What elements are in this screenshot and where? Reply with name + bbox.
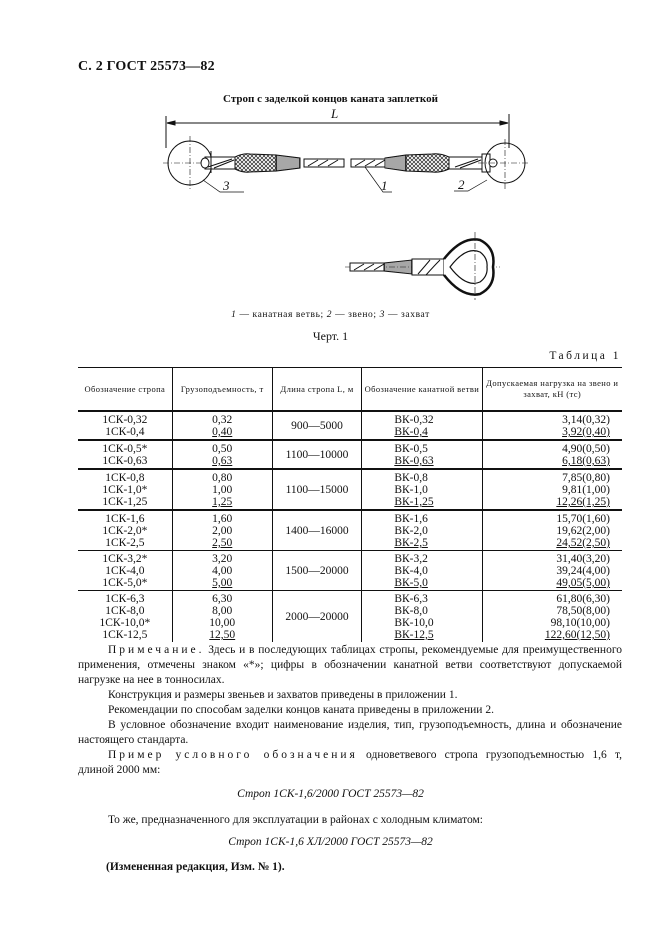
table-row-group xyxy=(78,551,622,591)
cell-length: 2000—20000 xyxy=(272,591,362,643)
cell-capacity-value: 8,00 xyxy=(212,605,233,617)
cell-load-value: 31,40(3,20) xyxy=(556,553,610,565)
dimension-label: L xyxy=(331,106,339,121)
cell-branch xyxy=(362,440,482,469)
cell-capacity xyxy=(172,591,272,643)
cell-designation-value: 1СК-2,5 xyxy=(105,537,145,549)
cell-load xyxy=(482,551,622,591)
cell-capacity-value: 0,80 xyxy=(212,472,233,484)
cell-designation-value: 1СК-0,4 xyxy=(105,426,145,438)
cell-load-value: 7,85(0,80) xyxy=(562,472,610,484)
cell-branch xyxy=(362,510,482,551)
cell-load-value: 24,52(2,50) xyxy=(556,537,610,549)
paragraph-designation-rule: В условное обозначение входит наименование изделия, тип, грузоподъемность, длина и обозначение настоящего стандарта. xyxy=(78,719,622,746)
cell-designation-value: 1СК-10,0* xyxy=(99,617,151,629)
cell-capacity-value: 3,20 xyxy=(212,553,233,565)
cell-branch-value: ВК-6,3 xyxy=(394,593,428,605)
cell-designation-value: 1СК-1,25 xyxy=(102,496,148,508)
cell-load-value: 78,50(8,00) xyxy=(556,605,610,617)
cell-load xyxy=(482,510,622,551)
col-header-branch: Обозначение канатной ветви xyxy=(362,368,482,412)
sling-drawing xyxy=(0,0,661,300)
cell-branch-value: ВК-5,0 xyxy=(394,577,428,589)
cell-load-value: 15,70(1,60) xyxy=(556,513,610,525)
example-text: одноветвевого стропа грузоподъемностью 1,6 т, длиной 2000 мм: xyxy=(78,749,622,776)
cell-designation-value: 1СК-8,0 xyxy=(105,605,145,617)
cell-load-value: 98,10(10,00) xyxy=(550,617,610,629)
legend-num-2: 2 xyxy=(326,310,333,320)
paragraph-appendix-1: Конструкция и размеры звеньев и захватов приведены в приложении 1. xyxy=(108,689,458,701)
example-designation-1: Строп 1СК-1,6/2000 ГОСТ 25573—82 xyxy=(237,788,424,800)
cell-load-value: 3,92(0,40) xyxy=(562,426,610,438)
note-text: Здесь и в последующих таблицах стропы, рекомендуемые для преимущественного применения, отмечены знаком «*»; цифры в обозначении канатной ветви соответствуют допускаемой нагрузке на нее в тонносилах. xyxy=(78,644,622,686)
cell-designation xyxy=(78,591,172,643)
cell-branch-value: ВК-8,0 xyxy=(394,605,428,617)
col-header-capacity: Грузоподъемность, т xyxy=(172,368,272,412)
example-paragraph xyxy=(78,748,622,778)
cell-branch-value: ВК-1,0 xyxy=(394,484,428,496)
cell-branch xyxy=(362,411,482,440)
cell-load-value: 39,24(4,00) xyxy=(556,565,610,577)
col-header-designation: Обозначение стропа xyxy=(78,368,172,412)
cell-designation xyxy=(78,510,172,551)
cell-load-value: 3,14(0,32) xyxy=(562,414,610,426)
table-row-group xyxy=(78,591,622,643)
table-row-group xyxy=(78,411,622,440)
legend-num-1: 1 xyxy=(231,310,237,320)
cell-designation xyxy=(78,469,172,510)
cell-length: 1500—20000 xyxy=(272,551,362,591)
note-label: Примечание. xyxy=(108,644,205,656)
cell-designation-value: 1СК-12,5 xyxy=(102,629,148,641)
cell-branch-value: ВК-1,25 xyxy=(394,496,434,508)
cell-load xyxy=(482,591,622,643)
sling-table xyxy=(78,367,622,642)
cell-branch-value: ВК-10,0 xyxy=(394,617,434,629)
cell-capacity-value: 1,00 xyxy=(212,484,233,496)
cell-designation-value: 1СК-5,0* xyxy=(102,577,148,589)
legend-text-3: — захват xyxy=(387,310,430,320)
cell-capacity-value: 4,00 xyxy=(212,565,233,577)
cell-capacity-value: 2,50 xyxy=(212,537,233,549)
example-designation-2: Строп 1СК-1,6 ХЛ/2000 ГОСТ 25573—82 xyxy=(228,836,433,848)
cell-designation-value: 1СК-4,0 xyxy=(105,565,145,577)
col-header-load: Допускаемая нагрузка на звено и захват, кН (тс) xyxy=(482,368,622,412)
table-header-row xyxy=(78,368,622,412)
cell-capacity-value: 6,30 xyxy=(212,593,233,605)
cell-branch-value: ВК-0,4 xyxy=(394,426,428,438)
cell-load-value: 6,18(0,63) xyxy=(562,455,610,467)
cell-branch-value: ВК-12,5 xyxy=(394,629,434,641)
cell-capacity-value: 10,00 xyxy=(209,617,236,629)
figure-legend xyxy=(0,310,661,320)
table-row-group xyxy=(78,440,622,469)
cell-designation-value: 1СК-0,8 xyxy=(105,472,145,484)
cell-designation-value: 1СК-2,0* xyxy=(102,525,148,537)
figure-caption: Черт. 1 xyxy=(312,329,349,343)
cell-branch-value: ВК-0,5 xyxy=(394,443,428,455)
cell-load xyxy=(482,469,622,510)
svg-text:3: 3 xyxy=(223,178,230,193)
cell-branch xyxy=(362,469,482,510)
cell-designation-value: 1СК-6,3 xyxy=(105,593,145,605)
cell-designation-value: 1СК-0,63 xyxy=(102,455,148,467)
cell-branch-value: ВК-1,6 xyxy=(394,513,428,525)
cell-capacity-value: 2,00 xyxy=(212,525,233,537)
cell-branch xyxy=(362,591,482,643)
cell-capacity-value: 12,50 xyxy=(209,629,236,641)
cell-capacity xyxy=(172,551,272,591)
cell-designation-value: 1СК-3,2* xyxy=(102,553,148,565)
cell-branch xyxy=(362,551,482,591)
svg-text:1: 1 xyxy=(381,178,388,193)
figure-title: Строп с заделкой концов каната заплеткой xyxy=(223,93,438,105)
cell-branch-value: ВК-3,2 xyxy=(394,553,428,565)
cell-branch-value: ВК-0,63 xyxy=(394,455,434,467)
cell-capacity xyxy=(172,411,272,440)
cell-load-value: 19,62(2,00) xyxy=(556,525,610,537)
cell-length: 1100—15000 xyxy=(272,469,362,510)
cell-designation-value: 1СК-1,0* xyxy=(102,484,148,496)
page-header: С. 2 ГОСТ 25573—82 xyxy=(78,59,215,74)
cell-load-value: 61,80(6,30) xyxy=(556,593,610,605)
cell-load-value: 4,90(0,50) xyxy=(562,443,610,455)
table-row-group xyxy=(78,469,622,510)
cell-branch-value: ВК-2,0 xyxy=(394,525,428,537)
table-label: Таблица 1 xyxy=(549,350,621,362)
cell-capacity xyxy=(172,440,272,469)
cell-designation-value: 1СК-0,32 xyxy=(102,414,148,426)
cell-capacity xyxy=(172,510,272,551)
cell-designation xyxy=(78,551,172,591)
cell-designation xyxy=(78,411,172,440)
col-header-length: Длина стропа L, м xyxy=(272,368,362,412)
cell-load-value: 122,60(12,50) xyxy=(544,629,610,641)
cell-capacity-value: 0,40 xyxy=(212,426,233,438)
cell-designation xyxy=(78,440,172,469)
cell-capacity-value: 5,00 xyxy=(212,577,233,589)
cell-capacity-value: 0,50 xyxy=(212,443,233,455)
cell-length: 1100—10000 xyxy=(272,440,362,469)
cell-capacity-value: 0,63 xyxy=(212,455,233,467)
cell-load-value: 49,05(5,00) xyxy=(556,577,610,589)
legend-text-1: — канатная ветвь; xyxy=(239,310,324,320)
cell-load-value: 12,26(1,25) xyxy=(556,496,610,508)
cell-designation-value: 1СК-0,5* xyxy=(102,443,148,455)
svg-text:2: 2 xyxy=(458,177,465,192)
cell-capacity xyxy=(172,469,272,510)
cell-load xyxy=(482,411,622,440)
table-row-group xyxy=(78,510,622,551)
cell-branch-value: ВК-0,8 xyxy=(394,472,428,484)
example-label: Пример условного обозначения xyxy=(108,749,358,761)
cell-length: 1400—16000 xyxy=(272,510,362,551)
paragraph-appendix-2: Рекомендации по способам заделки концов каната приведены в приложении 2. xyxy=(108,704,494,716)
cell-branch-value: ВК-0,32 xyxy=(394,414,434,426)
cell-load xyxy=(482,440,622,469)
cell-length: 900—5000 xyxy=(272,411,362,440)
cell-branch-value: ВК-2,5 xyxy=(394,537,428,549)
cell-load-value: 9,81(1,00) xyxy=(562,484,610,496)
cell-capacity-value: 0,32 xyxy=(212,414,233,426)
cell-capacity-value: 1,25 xyxy=(212,496,233,508)
revision-note: (Измененная редакция, Изм. № 1). xyxy=(106,861,285,873)
note-paragraph xyxy=(78,643,622,688)
cell-designation-value: 1СК-1,6 xyxy=(105,513,145,525)
cold-climate-paragraph: То же, предназначенного для эксплуатации в районах с холодным климатом: xyxy=(108,814,483,826)
legend-text-2: — звено; xyxy=(335,310,377,320)
cell-capacity-value: 1,60 xyxy=(212,513,233,525)
cell-branch-value: ВК-4,0 xyxy=(394,565,428,577)
legend-num-3: 3 xyxy=(379,310,385,320)
